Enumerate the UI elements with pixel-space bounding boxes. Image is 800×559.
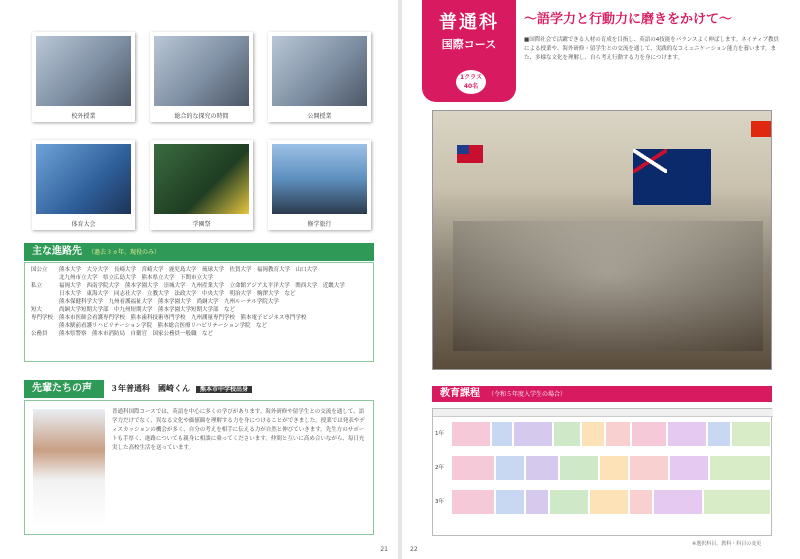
- route-row: 国公立 熊本大学 大分大学 長崎大学 宮崎大学 鹿児島大学 琉球大学 佐賀大学 福岡教育大学 山口大学: [31, 267, 318, 273]
- subject-cell: [731, 421, 771, 447]
- curriculum-subtitle: （令和５年度入学生の場合）: [488, 391, 567, 398]
- course-badge: [422, 0, 516, 102]
- subject-cell: [495, 455, 525, 481]
- intro-text: ■国際社会で活躍できる人材の育成を目指し、英語の4技能をバランスよく伸ばします。ネイティブ教員による授業や、海外研修・留学生との交流を通して、実践的なコミュニケーション能力を養います。また、多様な文化を理解し、自ら考え行動する力を身につけます。: [524, 37, 780, 61]
- photo-caption: 体育大会: [71, 221, 96, 228]
- photo-caption: 学園祭: [192, 221, 211, 228]
- voice-title: 先輩たちの声: [32, 383, 92, 394]
- subject-cell: [525, 455, 559, 481]
- subject-cell: [669, 455, 709, 481]
- photo-trip: [272, 144, 367, 214]
- subject-cell: [653, 489, 703, 515]
- subject-cell: [451, 455, 495, 481]
- route-row: 日本大学 東海大学 同志社大学 立教大学 法政大学 中央大学 明治大学 駒澤大学 など: [59, 291, 296, 297]
- voice-text: 普通科国際コースでは、英語を中心に多くの学びがあります。海外研修や留学生との交流を通して、語学力だけでなく、異なる文化や価値観を理解する力を身につけることができました。授業では発表やディスカッションの機会が多く、自分の考えを相手に伝える力が自然と伸びていきます。先生方のサポートも手厚く、進路についても親身に相談に乗ってくださいます。仲間と互いに高め合いながら、毎日充実した高校生活を送っています。: [112, 409, 365, 451]
- photo-card: [150, 140, 253, 230]
- left-page: [0, 0, 398, 559]
- photo-classroom: [36, 36, 131, 106]
- badge-subtitle: 国際コース: [441, 38, 497, 51]
- subject-cell: [451, 489, 495, 515]
- group-photo: [432, 110, 772, 370]
- subject-cell: [631, 421, 667, 447]
- subject-cell: [599, 455, 629, 481]
- route-row: 短大 尚絅大学短期大学部 中九州短期大学 熊本学園大学短期大学部 など: [31, 307, 236, 313]
- class-count-badge: 1クラス 40名: [456, 70, 486, 94]
- route-row: 熊本保健科学大学 九州看護福祉大学 熊本学園大学 尚絅大学 九州ルーテル学院大学: [59, 299, 279, 305]
- photo-card: [268, 140, 371, 230]
- routes-list: [24, 262, 374, 362]
- subject-cell: [605, 421, 631, 447]
- subject-cell: [589, 489, 629, 515]
- curriculum-table: [432, 408, 772, 536]
- routes-subtitle: （過去３ヵ年、現役のみ）: [88, 249, 161, 256]
- photo-card: [32, 140, 135, 230]
- subject-cell: [525, 489, 549, 515]
- flag-icon: [457, 145, 483, 163]
- badge-title: 普通科: [439, 12, 499, 33]
- photo-card: [150, 32, 253, 122]
- students-group: [453, 221, 763, 351]
- row-label: 1年: [435, 431, 444, 437]
- route-row: 北九州市立大学 県立広島大学 熊本県立大学 下関市立大学: [59, 275, 214, 281]
- flag-icon: [751, 121, 771, 137]
- photo-caption: 校外授業: [71, 113, 96, 120]
- subject-cell: [549, 489, 589, 515]
- photo-sports: [36, 144, 131, 214]
- subject-cell: [667, 421, 707, 447]
- subject-cell: [495, 489, 525, 515]
- subject-cell: [559, 455, 599, 481]
- photo-open-class: [272, 36, 367, 106]
- student-photo: [33, 409, 105, 527]
- subject-cell: [709, 455, 771, 481]
- subject-cell: [703, 489, 771, 515]
- flag-icon: [633, 149, 711, 205]
- route-row: 私立 福岡大学 西南学院大学 熊本学園大学 崇城大学 九州産業大学 立命館アジア太平洋大学 関西大学 近畿大学: [31, 283, 345, 289]
- unit-scale: [433, 409, 773, 417]
- photo-caption: 総合的な探究の時間: [174, 113, 229, 120]
- voice-heading: [24, 380, 104, 398]
- page-number: 22: [410, 546, 418, 553]
- photo-study: [154, 36, 249, 106]
- student-school: 熊本市中学校出身: [196, 386, 252, 393]
- student-name: ３年普通科 國崎くん 熊本市中学校出身: [110, 383, 252, 397]
- curriculum-note: ※選択科目、教科・科目の変更: [692, 541, 762, 547]
- photo-card: [268, 32, 371, 122]
- routes-heading: [24, 243, 374, 261]
- subject-cell: [553, 421, 581, 447]
- subject-cell: [707, 421, 731, 447]
- curriculum-title: 教育課程: [440, 388, 480, 399]
- route-row: 専門学校 熊本市医師会看護専門学校 熊本歯科技術専門学校 九州測量専門学校 熊本電子ビジネス専門学校: [31, 315, 307, 321]
- tagline: 〜語学力と行動力に磨きをかけて〜: [524, 12, 733, 27]
- subject-cell: [581, 421, 605, 447]
- curriculum-heading: [432, 386, 772, 402]
- page-number: 21: [380, 546, 388, 553]
- subject-cell: [629, 455, 669, 481]
- photo-card: [32, 32, 135, 122]
- route-row: 熊本駅前看護リハビリテーション学院 熊本総合医療リハビリテーション学院 など: [59, 323, 268, 329]
- subject-cell: [451, 421, 491, 447]
- subject-cell: [513, 421, 553, 447]
- subject-cell: [491, 421, 513, 447]
- row-label: 2年: [435, 465, 444, 471]
- photo-caption: 修学旅行: [307, 221, 332, 228]
- route-row: 公務員 熊本県警察 熊本市消防局 自衛官 国家公務員一般職 など: [31, 331, 214, 337]
- subject-cell: [629, 489, 653, 515]
- row-label: 3年: [435, 499, 444, 505]
- right-page: [402, 0, 800, 559]
- photo-festival: [154, 144, 249, 214]
- photo-caption: 公開授業: [307, 113, 332, 120]
- routes-title: 主な進路先: [32, 246, 82, 257]
